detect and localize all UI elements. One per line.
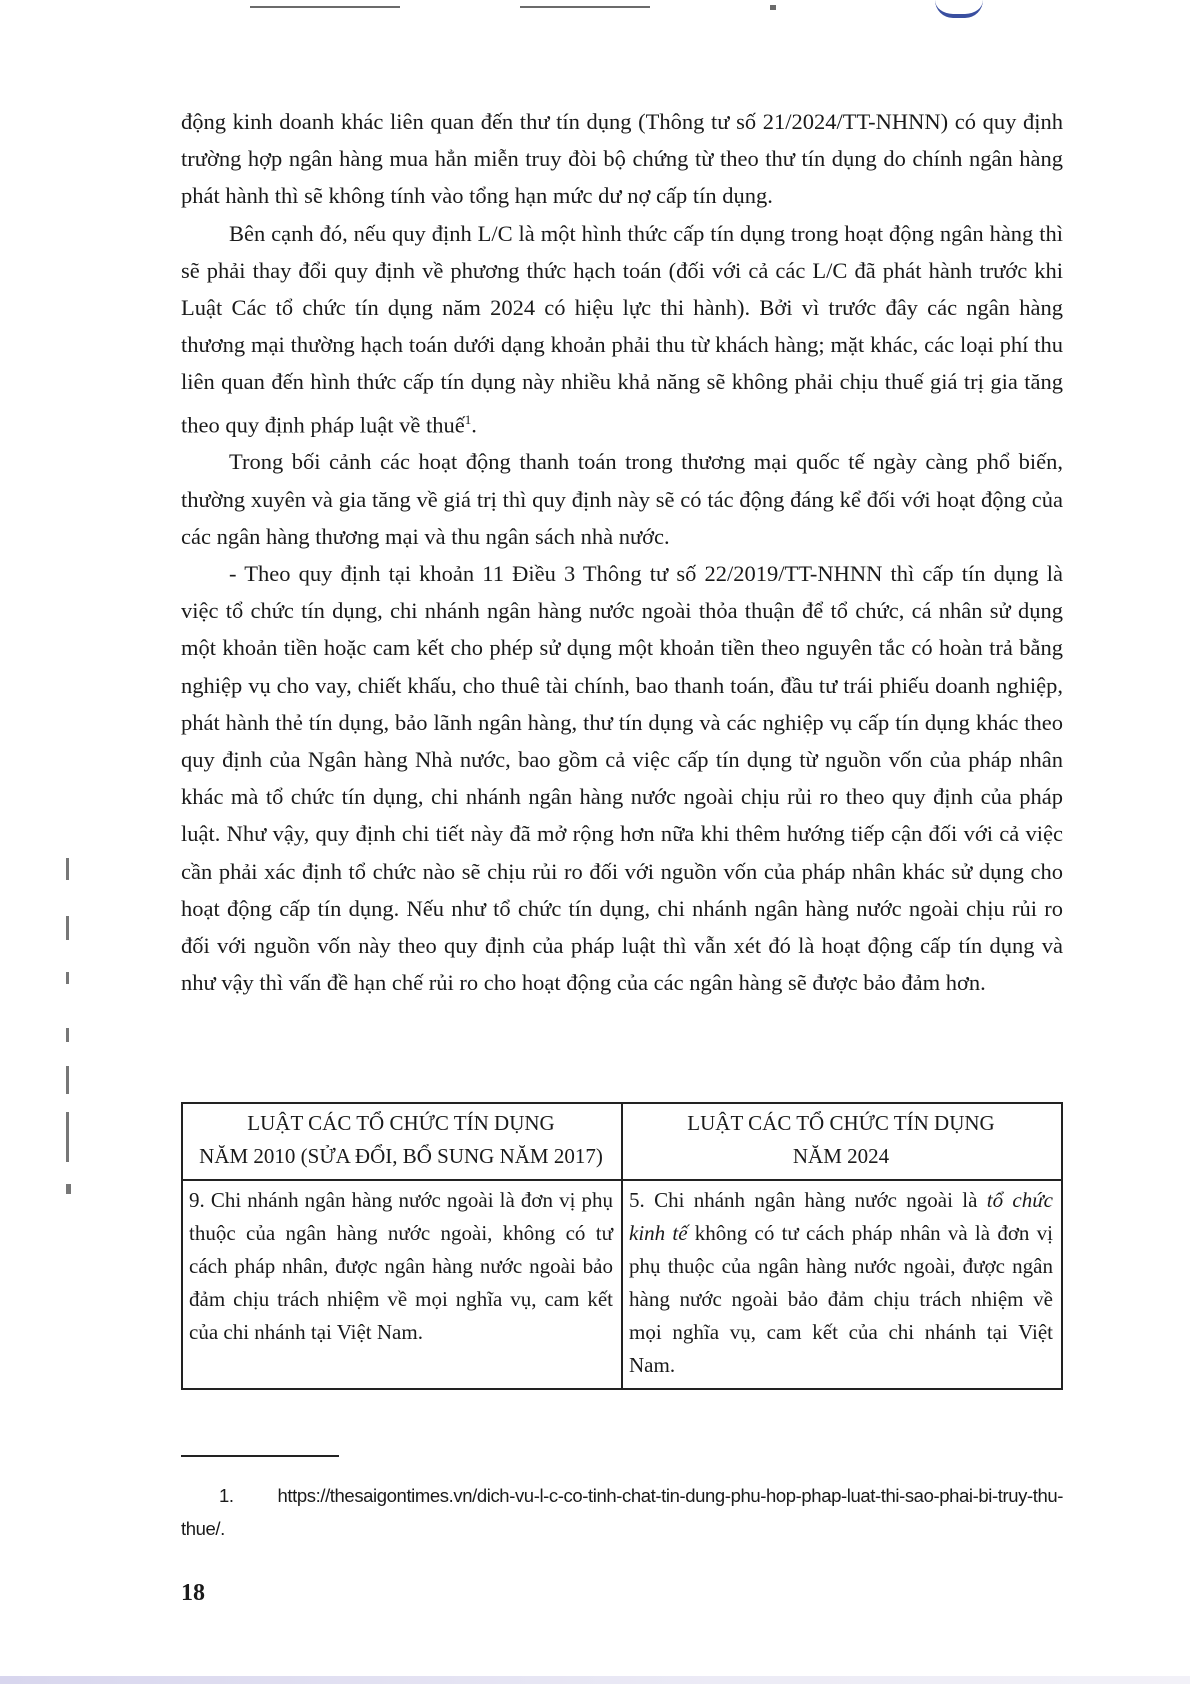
paragraph-lc-accounting-text: Bên cạnh đó, nếu quy định L/C là một hình thức cấp tín dụng trong hoạt động ngân hàng thì sẽ phải thay đổi quy định về phương thức hạch toán (đối với cả các L/C đã phát hành trước khi Luật Các tổ chức tín dụng năm 2024 có hiệu lực thi hành). Bởi vì trước đây các ngân hàng thương mại thường hạch toán dưới dạng khoản phải thu từ khách hàng; mặt khác, các loại phí thu liên quan đến hình thức cấp tín dụng này nhiều khả năng sẽ không phải chịu thuế giá trị gia tăng theo quy định pháp luật về thuế (181, 220, 1063, 438)
cell-law-2024-italic-term: tổ chức kinh tế (629, 1188, 1054, 1245)
law-comparison-table (181, 1102, 1063, 1390)
footnote-divider (181, 1455, 339, 1457)
body-text (181, 103, 1063, 1001)
footnote-reference: 1 (464, 411, 472, 427)
cell-law-2024-clause (622, 1180, 1062, 1389)
scan-bottom-edge (0, 1676, 1190, 1684)
table-row (182, 1180, 1062, 1389)
paragraph-continued: động kinh doanh khác liên quan đến thư tín dụng (Thông tư số 21/2024/TT-NHNN) có quy định trường hợp ngân hàng mua hẳn miễn truy đòi bộ chứng từ theo thư tín dụng do chính ngân hàng phát hành thì sẽ không tính vào tổng hạn mức dư nợ cấp tín dụng. (181, 109, 1063, 209)
header-law-2010-title: LUẬT CÁC TỔ CHỨC TÍN DỤNG (247, 1111, 555, 1135)
header-law-2024-year: NĂM 2024 (792, 1144, 890, 1168)
table-header-row (182, 1103, 1062, 1180)
paragraph-lc-accounting: Bên cạnh đó, nếu quy định L/C là một hình thức cấp tín dụng trong hoạt động ngân hàng thì sẽ phải thay đổi quy định về phương thức hạch toán (đối với cả các L/C đã phát hành trước khi Luật Các tổ chức tín dụng năm 2024 có hiệu lực thi hành). Bởi vì trước đây các ngân hàng thương mại thường hạch toán dưới dạng khoản phải thu từ khách hàng; mặt khác, các loại phí thu liên quan đến hình thức cấp tín dụng này nhiều khả năng sẽ không phải chịu thuế giá trị gia tăng theo quy định pháp luật về thuế$^1$. (181, 220, 1063, 438)
paragraph-international-payments: Trong bối cảnh các hoạt động thanh toán trong thương mại quốc tế ngày càng phổ biến, thường xuyên và gia tăng về giá trị thì quy định này sẽ có tác động đáng kể đối với hoạt động của các ngân hàng thương mại và thu ngân sách nhà nước. (181, 449, 1063, 549)
header-law-2010-year: NĂM 2010 (SỬA ĐỔI, BỔ SUNG NĂM 2017) (199, 1144, 603, 1168)
cell-law-2024-text-before: 5. Chi nhánh ngân hàng nước ngoài là (629, 1188, 987, 1212)
header-law-2024-title: LUẬT CÁC TỔ CHỨC TÍN DỤNG (687, 1111, 995, 1135)
cell-law-2024-text-after: không có tư cách pháp nhân và là đơn vị phụ thuộc của ngân hàng nước ngoài, được ngân hàng nước ngoài bảo đảm chịu trách nhiệm về mọi nghĩa vụ, cam kết của chi nhánh tại Việt Nam. (629, 1221, 1054, 1377)
header-law-2024 (622, 1103, 1062, 1180)
scan-logo-mark (935, 0, 983, 18)
header-law-2010 (182, 1103, 622, 1180)
scan-top-edge (0, 0, 1190, 14)
footnote: 1. https://thesaigontimes.vn/dich-vu-l-c-co-tinh-chat-tin-dung-phu-hop-phap-luat-thi-sao-phai-bi-truy-thu-thue/. (181, 1485, 1063, 1539)
paragraph-circular-22-2019: - Theo quy định tại khoản 11 Điều 3 Thông tư số 22/2019/TT-NHNN thì cấp tín dụng là việc tổ chức tín dụng, chi nhánh ngân hàng nước ngoài thỏa thuận để tổ chức, cá nhân sử dụng một khoản tiền hoặc cam kết cho phép sử dụng một khoản tiền theo nguyên tắc có hoàn trả bằng nghiệp vụ cho vay, chiết khấu, cho thuê tài chính, bao thanh toán, đầu tư trái phiếu doanh nghiệp, phát hành thẻ tín dụng, bảo lãnh ngân hàng, thư tín dụng và các nghiệp vụ cấp tín dụng khác theo quy định của Ngân hàng Nhà nước, bao gồm cả việc cấp tín dụng từ nguồn vốn của pháp nhân khác mà tổ chức tín dụng, chi nhánh ngân hàng nước ngoài chịu rủi ro theo quy định của pháp luật. Như vậy, quy định chi tiết này đã mở rộng hơn nữa khi thêm hướng tiếp cận đối với cả việc cần phải xác định tổ chức nào sẽ chịu rủi ro đối với nguồn vốn của pháp nhân khác sử dụng cho hoạt động cấp tín dụng. Nếu như tổ chức tín dụng, chi nhánh ngân hàng nước ngoài chịu rủi ro đối với nguồn vốn này theo quy định của pháp luật thì vẫn xét đó là hoạt động cấp tín dụng và như vậy thì vấn đề hạn chế rủi ro cho hoạt động của các ngân hàng sẽ được bảo đảm hơn. (181, 560, 1063, 996)
page-number: 18 (181, 1580, 205, 1606)
cell-law-2010-clause: 9. Chi nhánh ngân hàng nước ngoài là đơn vị phụ thuộc của ngân hàng nước ngoài, không có tư cách pháp nhân, được ngân hàng nước ngoài bảo đảm chịu trách nhiệm về mọi nghĩa vụ, cam kết của chi nhánh tại Việt Nam. (182, 1180, 622, 1389)
